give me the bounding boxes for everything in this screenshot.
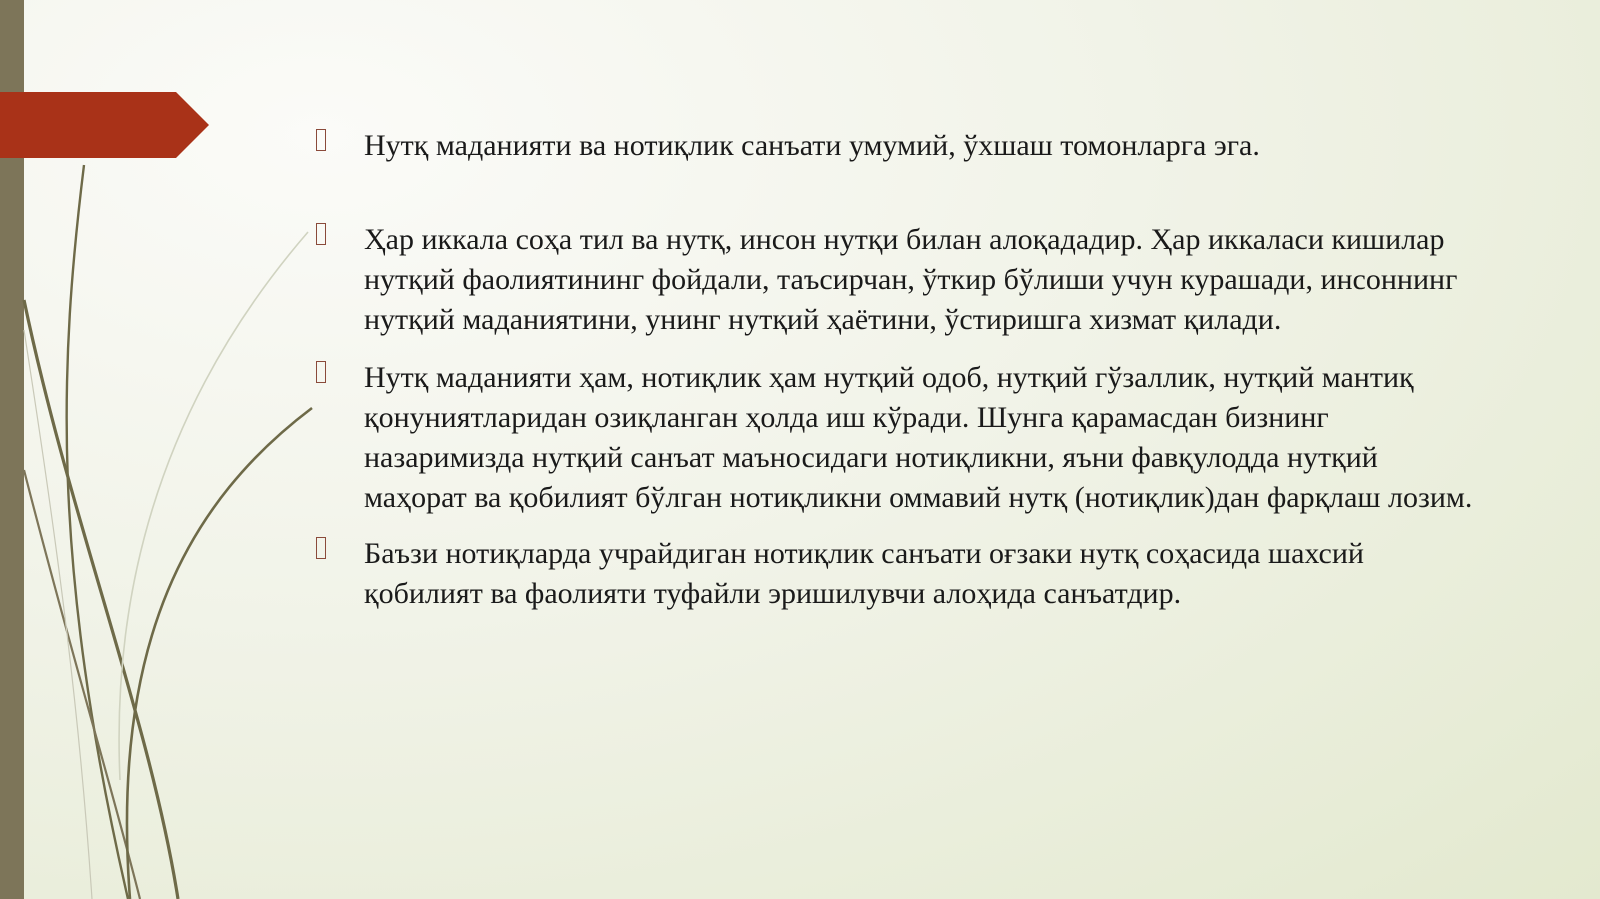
bullet-text: Нутқ маданияти ҳам, нотиқлик ҳам нутқий одоб, нутқий гўзаллик, нутқий мантиқ қонуниятларидан озиқланган ҳолда иш кўради. Шунга қарамасдан бизнинг назаримизда нутқий санъат маъносидаги нотиқликни, яъни фавқулодда нутқий маҳорат ва қобилият бўлган нотиқликни оммавий нутқ (нотиқлик)дан фарқлаш лозим. [364, 361, 1473, 514]
bullet-box-icon [316, 223, 326, 245]
stem-curve [67, 165, 128, 899]
stem-curve [24, 300, 178, 899]
stem-curve [24, 470, 140, 899]
accent-arrow-shape [0, 92, 210, 158]
bullet-box-icon [316, 537, 326, 559]
bullet-box-icon [316, 129, 326, 151]
bullet-item [316, 220, 1486, 340]
bullet-text: Баъзи нотиқларда учрайдиган нотиқлик санъати оғзаки нутқ соҳасида шахсий қобилият ва фаолияти туфайли эришилувчи алоҳида санъатдир. [364, 537, 1364, 610]
bullet-text: Ҳар иккала соҳа тил ва нутқ, инсон нутқи билан алоқададир. Ҳар иккаласи кишилар нутқий фаолиятининг фойдали, таъсирчан, ўткир бўлиши учун курашади, инсоннинг нутқий маданиятини, унинг нутқий ҳаётини, ўстиришга хизмат қилади. [364, 223, 1458, 336]
bullet-list [316, 126, 1486, 614]
stem-curve [24, 330, 92, 899]
bullet-box-icon [316, 361, 326, 383]
bullet-text: Нутқ маданияти ва нотиқлик санъати умумий, ўхшаш томонларга эга. [364, 129, 1260, 162]
bullet-item [316, 126, 1486, 166]
stem-curve [127, 408, 312, 899]
bullet-item [316, 534, 1486, 614]
bullet-item [316, 358, 1486, 518]
